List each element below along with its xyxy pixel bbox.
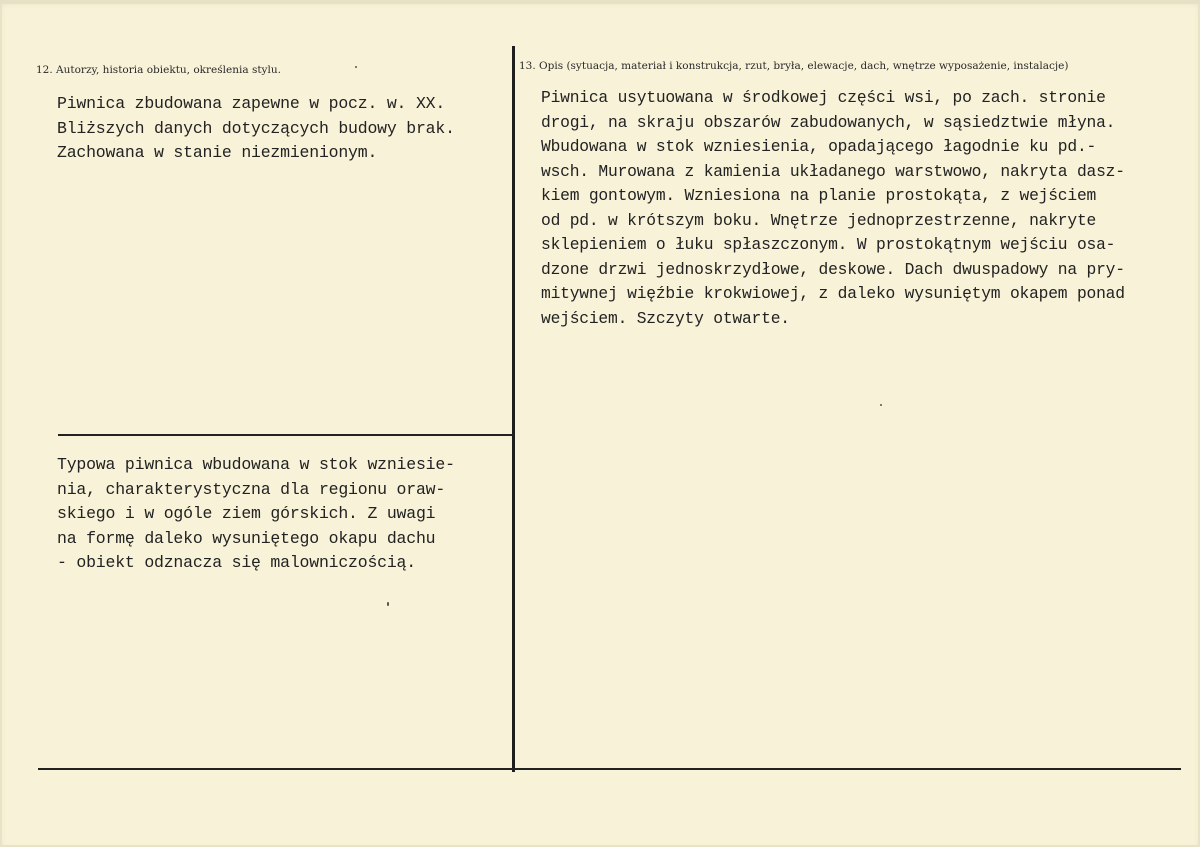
text-line: sklepieniem o łuku spłaszczonym. W prostokątnym wejściu osa- <box>541 235 1116 254</box>
text-line: wejściem. Szczyty otwarte. <box>541 308 790 328</box>
middle-horizontal-divider <box>58 434 514 436</box>
text-line: dzone drzwi jednoskrzydłowe, deskowe. Dach dwuspadowy na pry- <box>541 259 1125 279</box>
assessment-text <box>57 453 455 576</box>
text-line: Zachowana w stanie niezmienionym. <box>57 143 378 162</box>
text-line: skiego i w ogóle ziem górskich. Z uwagi <box>57 504 436 523</box>
text-line: nia, charakterystyczna dla regionu oraw- <box>57 479 446 499</box>
text-line: Bliższych danych dotyczących budowy brak. <box>57 118 455 138</box>
section-12-label: 12. Autorzy, historia obiektu, określenia stylu. <box>36 64 281 76</box>
text-line: mitywnej więźbie krokwiowej, z daleko wysuniętym okapem ponad <box>541 284 1125 303</box>
text-line: na formę daleko wysuniętego okapu dachu <box>57 528 436 548</box>
text-line: drogi, na skraju obszarów zabudowanych, w sąsiedztwie młyna. <box>541 112 1116 132</box>
text-line: Wbudowana w stok wzniesienia, opadającego łagodnie ku pd.- <box>541 137 1097 156</box>
card-top-edge <box>0 0 1200 4</box>
text-line: - obiekt odznacza się malowniczością. <box>57 553 416 572</box>
text-line: od pd. w krótszym boku. Wnętrze jednoprzestrzenne, nakryte <box>541 210 1097 230</box>
section-13-text <box>541 86 1125 331</box>
text-line: Piwnica usytuowana w środkowej części wsi, po zach. stronie <box>541 88 1106 107</box>
paper-speck <box>387 602 389 606</box>
text-line: Typowa piwnica wbudowana w stok wzniesie- <box>57 455 455 474</box>
paper-speck <box>355 66 357 68</box>
paper-speck <box>880 404 882 406</box>
bottom-horizontal-divider <box>38 768 1181 770</box>
section-13-label: 13. Opis (sytuacja, materiał i konstrukcja, rzut, bryła, elewacje, dach, wnętrze wyposażenie, instalacje) <box>519 60 1069 72</box>
text-line: wsch. Murowana z kamienia układanego warstwowo, nakryta dasz- <box>541 161 1125 181</box>
text-line: Piwnica zbudowana zapewne w pocz. w. XX. <box>57 94 446 113</box>
section-12-text <box>57 92 455 166</box>
text-line: kiem gontowym. Wzniesiona na planie prostokąta, z wejściem <box>541 186 1097 205</box>
vertical-divider <box>512 46 515 772</box>
